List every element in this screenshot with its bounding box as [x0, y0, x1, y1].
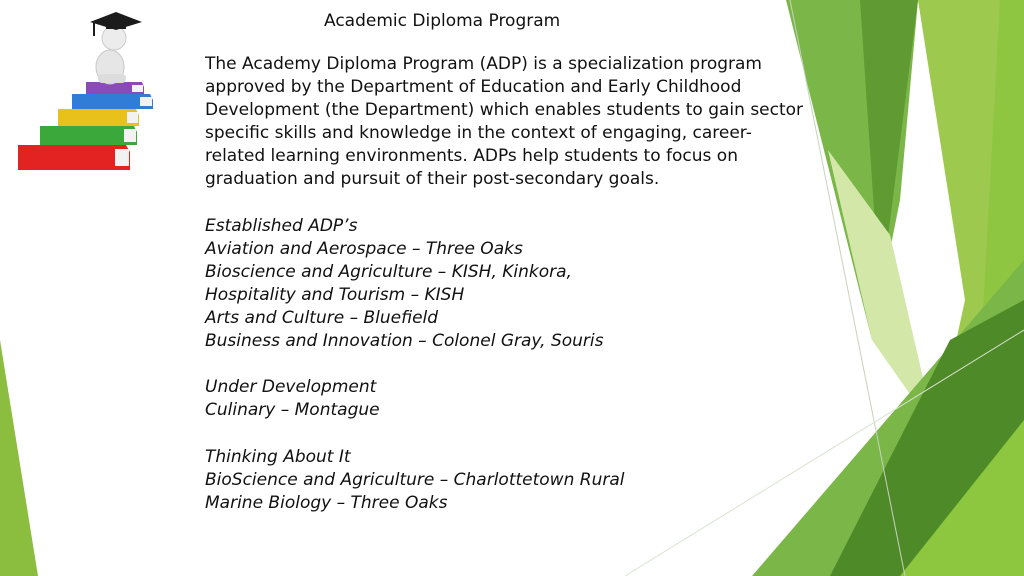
list-item: Arts and Culture – Bluefield	[205, 308, 439, 329]
list-item: Marine Biology – Three Oaks	[205, 492, 448, 513]
intro-paragraph: The Academy Diploma Program (ADP) is a specialization program approved by the Department of Education and Early Childhood Development (the Department) which enables students to gain sector specific skills and knowledge in the context of engaging, career-related learning environments. ADPs help students to focus on graduation and pursuit of their post-secondary goals.	[205, 54, 804, 190]
list-item: Aviation and Aerospace – Three Oaks	[205, 238, 523, 259]
cap-base	[106, 22, 126, 29]
left-green-sliver	[0, 340, 38, 576]
book-red	[18, 145, 130, 170]
group-heading: Under Development	[205, 377, 377, 398]
group-heading: Thinking About It	[205, 446, 351, 467]
list-item: Business and Innovation – Colonel Gray, Souris	[205, 331, 604, 352]
graduate-on-books-icon	[10, 12, 190, 180]
list-item: Bioscience and Agriculture – KISH, Kinkora,	[205, 261, 572, 282]
book-green	[40, 126, 137, 145]
slide-body	[205, 53, 805, 515]
book-green-pages	[124, 129, 136, 142]
figure-legs	[98, 74, 126, 83]
established-group	[205, 215, 805, 354]
group-heading: Established ADP’s	[205, 215, 358, 236]
book-red-pages	[115, 149, 129, 166]
under-development-group	[205, 376, 805, 422]
book-blue-pages	[140, 97, 152, 106]
list-item: Hospitality and Tourism – KISH	[205, 284, 465, 305]
book-yellow-pages	[127, 112, 138, 123]
thinking-about-it-group	[205, 446, 805, 515]
book-yellow	[58, 109, 139, 126]
slide-title: Academic Diploma Program	[324, 11, 561, 31]
list-item: BioScience and Agriculture – Charlottetown Rural	[205, 469, 625, 490]
book-purple-pages	[132, 85, 143, 92]
figure-head	[102, 26, 126, 50]
list-item: Culinary – Montague	[205, 400, 380, 421]
